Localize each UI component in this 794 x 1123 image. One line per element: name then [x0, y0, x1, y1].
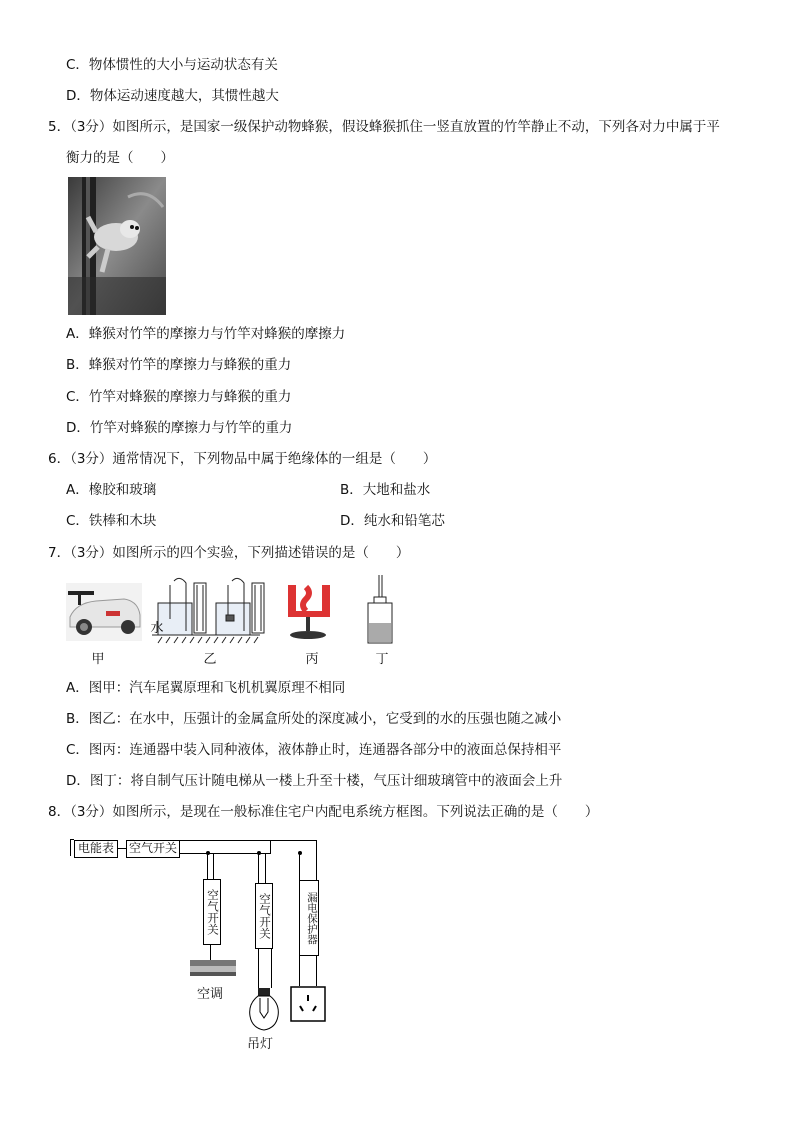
q6-option-d: D．纯水和铅笔芯: [340, 513, 445, 529]
q7-stem: 7．（3分）如图所示的四个实验，下列描述错误的是（ ）: [48, 545, 410, 561]
electric-meter-box: 电能表: [74, 840, 118, 858]
q5-option-b: B．蜂猴对竹竿的摩擦力与蜂猴的重力: [66, 357, 292, 373]
q5-stem-line1: 5．（3分）如图所示，是国家一级保护动物蜂猴，假设蜂猴抓住一竖直放置的竹竿静止不动，下列各对力中属于平: [48, 119, 720, 135]
air-conditioner-icon: [190, 960, 236, 978]
q5-option-c: C．竹竿对蜂猴的摩擦力与蜂猴的重力: [66, 389, 292, 405]
fig-label-yi: 乙: [203, 652, 217, 667]
q6-option-b: B．大地和盐水: [340, 482, 431, 498]
car-image: [66, 583, 142, 641]
q6-stem: 6．（3分）通常情况下，下列物品中属于绝缘体的一组是（ ）: [48, 451, 437, 467]
q4-option-d: D．物体运动速度越大，其惯性越大: [66, 88, 279, 104]
air-switch-2-box: 空气开关: [255, 883, 273, 949]
q6-option-a: A．橡胶和玻璃: [66, 482, 157, 498]
power-socket-icon: [290, 986, 326, 1022]
air-conditioner-label: 空调: [196, 987, 223, 1002]
q7-option-a: A．图甲：汽车尾翼原理和飞机机翼原理不相同: [66, 680, 346, 696]
q7-option-c: C．图丙：连通器中装入同种液体，液体静止时，连通器各部分中的液面总保持相平: [66, 742, 562, 758]
barometer-image: [368, 575, 392, 643]
q8-stem: 8．（3分）如图所示，是现在一般标准住宅户内配电系统方框图。下列说法正确的是（ ）: [48, 804, 599, 820]
pressure-gauge-image: [152, 578, 264, 643]
connected-vessels-image: [288, 585, 330, 639]
slow-loris-photo: [68, 177, 166, 315]
air-switch-1-box: 空气开关: [203, 879, 221, 945]
q5-stem-line2: 衡力的是（ ）: [66, 150, 174, 166]
q6-option-c: C．铁棒和木块: [66, 513, 157, 529]
q7-option-b: B．图乙：在水中，压强计的金属盒所处的深度减小，它受到的水的压强也随之减小: [66, 711, 562, 727]
main-air-switch-box: 空气开关: [126, 840, 180, 858]
q5-option-a: A．蜂猴对竹竿的摩擦力与竹竿对蜂猴的摩擦力: [66, 326, 346, 342]
pendant-lamp-icon: [246, 986, 282, 1036]
fig-label-bing: 丙: [305, 652, 319, 667]
fig-label-ding: 丁: [375, 652, 389, 667]
q7-option-d: D．图丁：将自制气压计随电梯从一楼上升至十楼，气压计细玻璃管中的液面会上升: [66, 773, 563, 789]
fig-label-jia: 甲: [91, 652, 105, 667]
leakage-protector-box: 漏电保护器: [299, 880, 319, 956]
water-label: 水: [150, 621, 164, 636]
pendant-lamp-label: 吊灯: [246, 1037, 273, 1052]
q7-experiments-figure: [66, 575, 396, 645]
distribution-diagram: [70, 836, 330, 1056]
q4-option-c: C．物体惯性的大小与运动状态有关: [66, 57, 278, 73]
q5-option-d: D．竹竿对蜂猴的摩擦力与竹竿的重力: [66, 420, 293, 436]
